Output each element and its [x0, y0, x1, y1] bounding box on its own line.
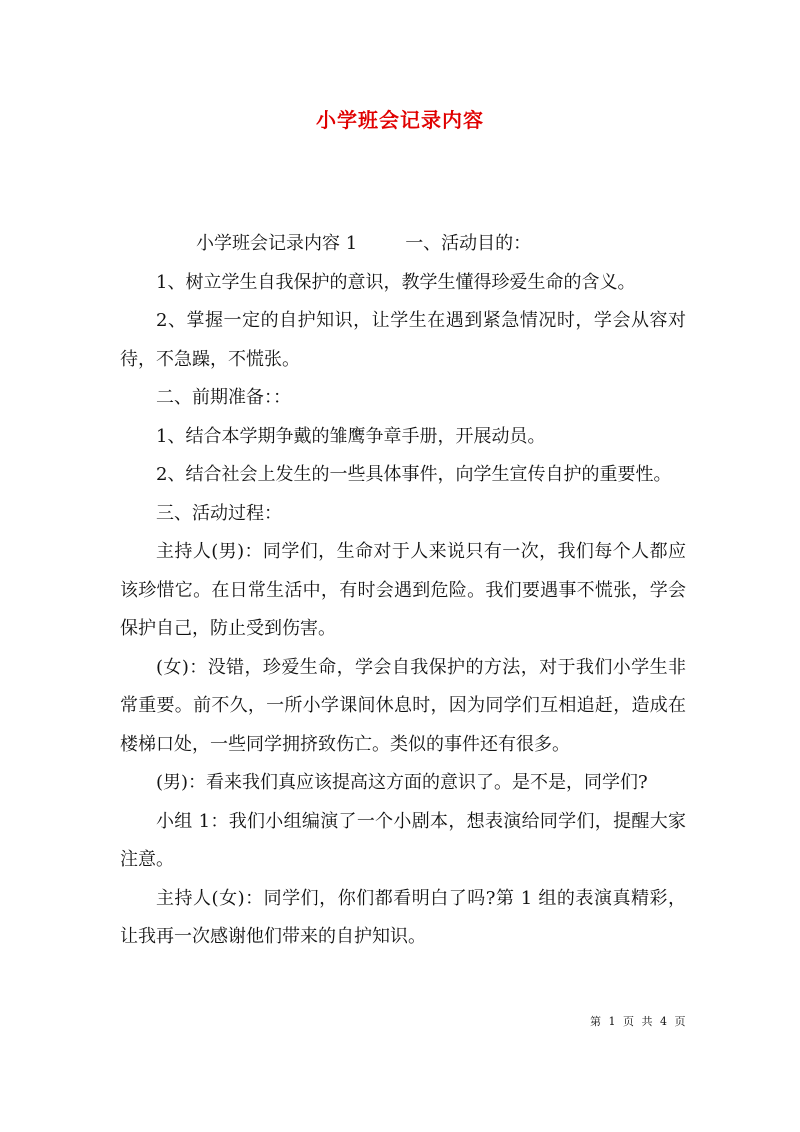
- paragraph: 1、树立学生自我保护的意识，教学生懂得珍爱生命的含义。: [156, 271, 636, 293]
- paragraph: (男)：看来我们真应该提高这方面的意识了。是不是，同学们?: [156, 772, 648, 793]
- paragraph: 三、活动过程：: [156, 502, 282, 524]
- paragraph: (女)：没错，珍爱生命，学会自我保护的方法，对于我们小学生非常重要。前不久，一所小学课间休息时，因为同学们互相追赶，造成在楼梯口处，一些同学拥挤致伤亡。类似的事件还有很多。: [120, 656, 686, 755]
- paragraph: 主持人(男)：同学们，生命对于人来说只有一次，我们每个人都应该珍惜它。在日常生活中，有时会遇到危险。我们要遇事不慌张，学会保护自己，防止受到伤害。: [120, 541, 686, 639]
- paragraph: 小组 1：我们小组编演了一个小剧本，想表演给同学们，提醒大家注意。: [120, 810, 686, 870]
- heading-part-a: 小学班会记录内容 1: [196, 233, 358, 254]
- paragraph: 二、前期准备：：: [156, 387, 291, 408]
- page-number-footer: 第 1 页 共 4 页: [590, 1015, 688, 1028]
- paragraph: 2、掌握一定的自护知识，让学生在遇到紧急情况时，学会从容对待，不急躁，不慌张。: [120, 310, 686, 370]
- paragraph: 2、结合社会上发生的一些具体事件，向学生宣传自护的重要性。: [156, 464, 672, 485]
- paragraph: 1、结合本学期争戴的雏鹰争章手册，开展动员。: [156, 425, 546, 447]
- document-body: [120, 225, 686, 957]
- heading-part-b: 一、活动目的：: [405, 233, 532, 254]
- paragraph: 主持人(女)：同学们，你们都看明白了吗?第 1 组的表演真精彩，让我再一次感谢他们带来的自护知识。: [120, 887, 686, 947]
- document-title: 小学班会记录内容: [316, 108, 484, 132]
- section-heading: [120, 225, 686, 264]
